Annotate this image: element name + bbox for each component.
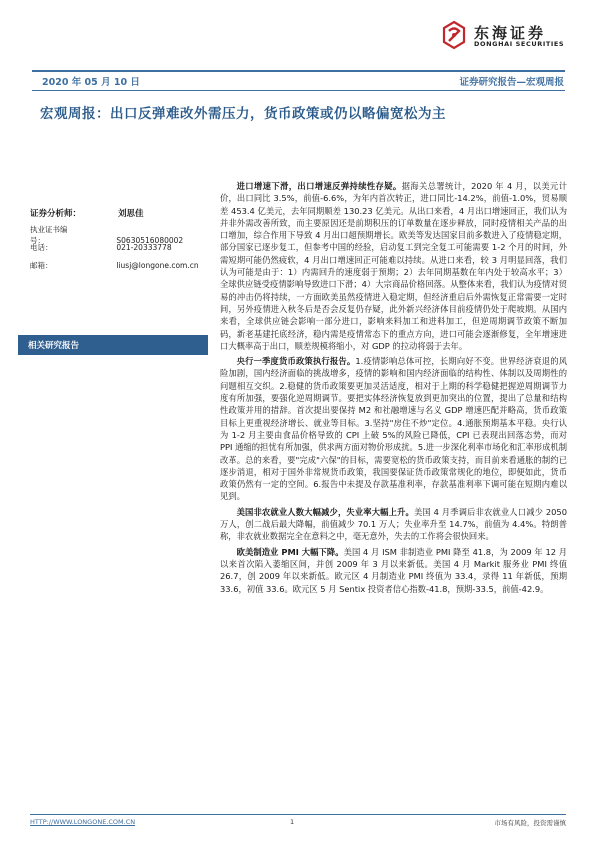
paragraph-text: 据海关总署统计，2020 年 4 月，以美元计价，出口同比 3.5%，前值-6.6%，为年内首次转正，进口同比-14.2%，前值-1.0%，贸易顺差 453.4 亿美元，去年同期顺差 130.23 亿美元。从出口来看，4 月出口增速回正，我们认为并非外需改善所致，而主要原因还是前期积压的订单数量在逐步释放，同时疫情相关产品的出口增加，综合作用下导致 4 月出口超预期增长。欧美等发达国家目前多数进入了疫情稳定期，部分国家已逐步复工，但参考中国的经验，启动复工到完全复工可能需要 1-2 个月的时间，外需短期可能仍然疲软，4 月出口增速回正可能难以持续。从进口来看，较 3 月明显回落，我们认为可能是由于：1）内需回升的速度弱于预期；2）去年同期基数在年内处于较高水平；3）全球供应链受疫情影响导致进口下滑；4）大宗商品价格回落。从整体来看，我们认为疫情对贸易的冲击仍将持续，一方面欧美虽然疫情进入稳定期，但经济重启后外需恢复正常需要一定时间，另外疫情进入秋冬后是否会反复仍存疑，此外新兴经济体目前疫情仍处于爬坡期。从国内来看，全球供应链会影响一部分进口，影响来料加工和进料加工，但逆周期调节政策不断加码，新老基建托底经济，稳内需是疫情常态下的重点方向，进口可能会逐渐修复，全年增速进口大概率高于出口，顺差规模将缩小，对 GDP 的拉动将弱于去年。 xyxy=(220,181,567,351)
analyst-label: 证券分析师： xyxy=(30,209,82,219)
footer-website-link[interactable]: HTTP://WWW.LONGONE.COM.CN xyxy=(30,818,136,826)
brand-name-cn: 东海证券 xyxy=(474,24,547,42)
paragraph-pboc xyxy=(220,355,567,503)
paragraph-lead: 央行一季度货币政策执行报告。 xyxy=(236,356,356,367)
brand-name-en: DONGHAI SECURITIES xyxy=(474,40,565,48)
email-value: liusj@longone.com.cn xyxy=(116,261,199,270)
paragraph-export xyxy=(220,180,567,352)
paragraph-us-jobs xyxy=(220,506,567,543)
paragraph-text: 美国 4 月季调后非农就业人口减少 2050 万人，创二战后最大降幅，前值减少 70.1 万人；失业率升至 14.7%，前值为 4.4%。特朗普称，非农就业数据完全在意料之中，毫无意外，失去的工作将会很快回来。 xyxy=(220,506,567,542)
report-date: 2020 年 05 月 10 日 xyxy=(42,77,140,88)
report-title: 宏观周报：出口反弹难改外需压力，货币政策或仍以略偏宽松为主 xyxy=(40,106,446,122)
header-top-rule xyxy=(32,70,565,72)
report-body xyxy=(220,180,567,598)
donghai-logo-icon xyxy=(440,20,468,50)
analyst-email-row xyxy=(30,260,199,271)
phone-value: 021-20333778 xyxy=(116,243,172,252)
header-bottom-rule xyxy=(32,90,565,91)
phone-label: 电话： xyxy=(30,243,53,252)
paragraph-text: 1.疫情影响总体可控，长期向好不变。世界经济衰退的风险加剧，国内经济面临的挑战增多，疫情的影响和国内经济面临的结构性、体制以及周期性的问题相互交织。2.稳健的货币政策要更加灵活适度，相对于上期的科学稳健把握逆周期调节力度有所加强，要强化逆周期调节。要把实体经济恢复放到更加突出的位置，提出了总量和结构性政策并用的措辞。首次提出要保持 M2 和社融增速与名义 GDP 增速匹配并略高，货币政策目标上更重视经济增长、就业等目标。3.坚持"房住不炒"定位。4.通胀预期基本平稳。央行认为 1-2 月主要由食品价格导致的 CPI 上破 5%的风险已降低，CPI 已表现出回落态势，而对 PPI 通缩的担忧有所加强，供求两方面对物价形成扰。5.进一步深化利率市场化和汇率形成机制改革。总的来看，要"完成"六保"的目标，需要宽松的货币政策支持，而目前来看通胀的制约已逐步消退，相对于国外非常规货币政策，我国要保证货币政策常规化的地位，即便如此，货币政策仍然有一定的空间。6.报告中未提及存款基准利率，存款基准利率下调可能在短期内难以见到。 xyxy=(220,356,567,502)
report-category: 证券研究报告—宏观周报 xyxy=(459,77,564,88)
related-reports-bar xyxy=(18,335,208,355)
paragraph-pmi xyxy=(220,546,567,595)
page-number: 1 xyxy=(290,818,295,826)
paragraph-lead: 美国非农就业人数大幅减少，失业率大幅上升。 xyxy=(236,506,414,517)
analyst-name: 刘思佳 xyxy=(118,209,144,219)
paragraph-lead: 进口增速下滑，出口增速反弹持续性存疑。 xyxy=(236,181,402,191)
related-reports-label: 相关研究报告 xyxy=(28,341,80,351)
footer-rule xyxy=(30,814,566,815)
license-value: S0630516080002 xyxy=(116,236,184,245)
analyst-phone-row xyxy=(30,242,172,253)
email-label: 邮箱： xyxy=(30,261,53,270)
paragraph-lead: 欧美制造业 PMI 大幅下降。 xyxy=(236,546,344,557)
license-label: 执业证书编号： xyxy=(30,225,68,245)
paragraph-text: 美国 4 月 ISM 非制造业 PMI 降至 41.8，为 2009 年 12 月以来首次陷入萎缩区间，并创 2009 年 3 月以来新低。美国 4 月 Markit 服务业 PMI 终值 26.7，创 2009 年以来新低。欧元区 4 月制造业 PMI 终值为 33.4，录得 11 年新低，预期 33.6，初值 33.6。欧元区 5 月 Sentix 投资者信心指数-41.8，预期-33.5，前值-42.9。 xyxy=(220,546,568,594)
risk-disclaimer: 市场有风险，投资需谨慎 xyxy=(494,819,566,827)
